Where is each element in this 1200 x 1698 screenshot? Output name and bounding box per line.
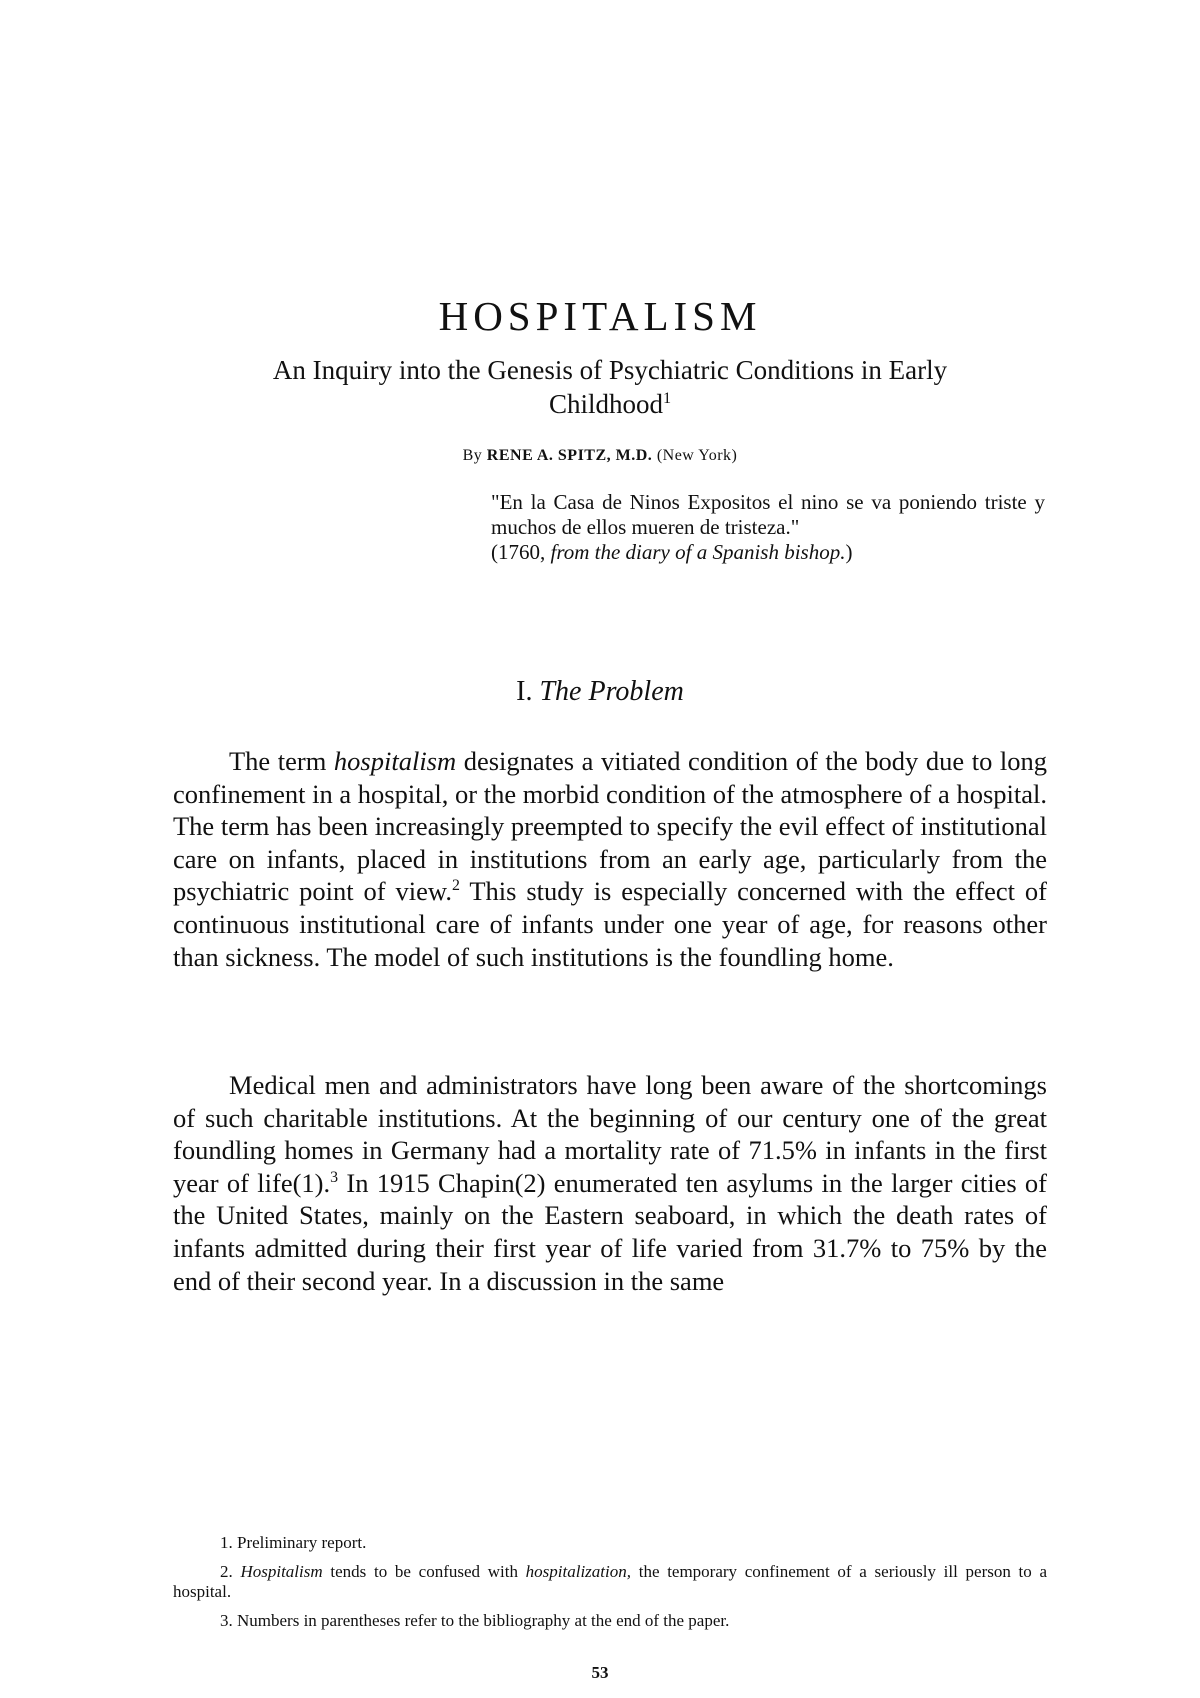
section-heading — [0, 676, 1200, 708]
footnote-1-number: 1. — [220, 1533, 233, 1552]
p1-text-a: designates a vitiated condition of the body due to long confinement in a hospital, or the morbid condition of the atmosphere of a hospital. The term has been increasingly preempted to specify the evil effect of institutional care on infants, placed in institutions from an early age, particularly from the psychiatric point of view. — [173, 746, 1048, 907]
footnote-3-text: Numbers in parentheses refer to the bibliography at the end of the paper. — [237, 1611, 730, 1630]
section-title: The Problem — [539, 676, 684, 707]
p1-term: hospitalism — [333, 746, 457, 776]
citation-source: from the diary of a Spanish bishop. — [550, 540, 846, 564]
body-paragraph-2 — [173, 1069, 1047, 1297]
footnote-2-term-a: Hospitalism — [240, 1562, 323, 1581]
footnote-2-term-b: hospitalization, — [525, 1562, 631, 1581]
byline-prefix: By — [462, 447, 483, 464]
page-number: 53 — [591, 1663, 609, 1682]
article-title: HOSPITALISM — [438, 293, 762, 339]
footnote-2-number: 2. — [220, 1562, 233, 1581]
footnote-1 — [173, 1533, 1047, 1553]
footnote-2-text-a: tends to be confused with — [330, 1562, 518, 1581]
body-paragraph-1 — [173, 745, 1047, 973]
section-number: I. — [516, 676, 533, 707]
p1-text-b: This study is especially concerned with the effect of continuous institutional care of infants under one year of age, for reasons other than sickness. The model of such institutions is the foundling home. — [173, 876, 1047, 972]
footnote-1-text: Preliminary report. — [237, 1533, 367, 1552]
footnote-3-number: 3. — [220, 1611, 233, 1630]
footnote-ref-2: 2 — [451, 877, 460, 895]
author-location: (New York) — [656, 447, 738, 464]
footnote-2-text-b: the temporary confinement of a seriously ill person to a hospital. — [173, 1562, 1048, 1601]
byline — [0, 447, 1200, 465]
footnote-ref-3: 3 — [330, 1168, 339, 1186]
p2-text-a: Medical men and administrators have long been aware of the shortcomings of such charitable institutions. At the beginning of our century one of the great foundling homes in Germany had a mortality rate of 71.5% in infants in the first year of life(1). — [173, 1070, 1047, 1198]
footnote-ref-1: 1 — [662, 389, 672, 407]
p2-text-b: In 1915 Chapin(2) enumerated ten asylums in the larger cities of the United States, mainly on the Eastern seaboard, in which the death rates of infants admitted during their first year of life varied from 31.7% to 75% by the end of their second year. In a discussion in the same — [173, 1167, 1048, 1296]
footnotes — [173, 1533, 1047, 1640]
epigraph-quote: "En la Casa de Ninos Expositos el nino se va poniendo triste y muchos de ellos mueren de tristeza." — [491, 490, 1045, 539]
footnote-2 — [173, 1562, 1047, 1602]
author-name: RENE A. SPITZ, M.D. — [486, 447, 653, 464]
p1-pre: The term — [229, 746, 327, 776]
citation-close: ) — [845, 540, 853, 564]
epigraph — [491, 490, 1045, 565]
footnote-3 — [173, 1611, 1047, 1631]
citation-open: (1760, — [491, 540, 546, 564]
article-subtitle — [240, 353, 980, 421]
subtitle-text: An Inquiry into the Genesis of Psychiatric Conditions in Early Childhood — [272, 355, 948, 419]
epigraph-citation — [491, 540, 1045, 565]
